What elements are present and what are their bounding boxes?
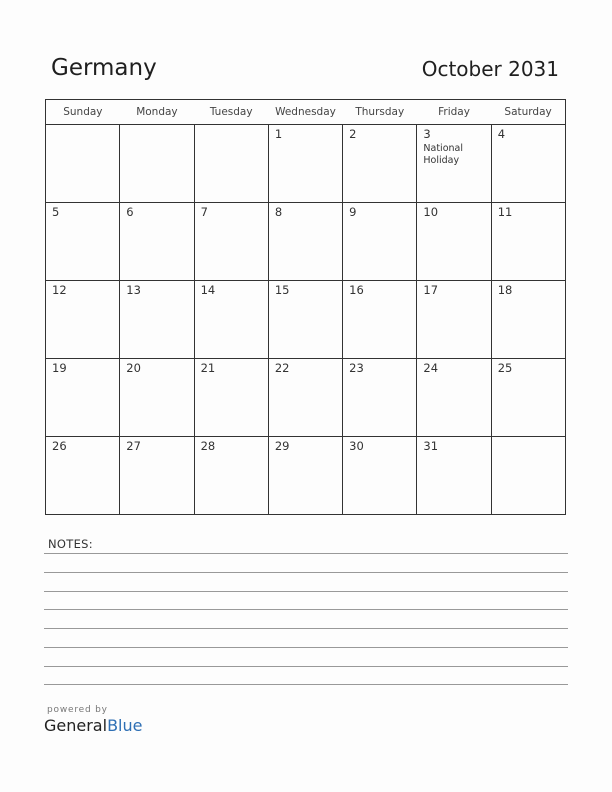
day-number: 21 xyxy=(200,361,216,375)
day-cell[interactable] xyxy=(120,359,194,437)
day-number: 25 xyxy=(497,361,513,375)
day-number: 8 xyxy=(274,205,283,219)
day-cell[interactable] xyxy=(268,359,342,437)
day-number: 19 xyxy=(52,361,67,375)
day-number: 13 xyxy=(126,283,141,297)
day-number: 18 xyxy=(497,283,513,297)
day-number xyxy=(492,437,565,439)
week-row xyxy=(46,281,566,359)
day-number: 20 xyxy=(126,361,141,375)
weekday-thursday: Thursday xyxy=(343,100,417,125)
day-cell[interactable] xyxy=(268,125,342,203)
calendar-grid xyxy=(45,99,566,515)
day-number: 14 xyxy=(200,283,216,297)
generalblue-logo xyxy=(44,716,142,735)
day-number xyxy=(120,125,193,127)
day-number: 26 xyxy=(52,439,67,453)
day-number: 22 xyxy=(274,361,290,375)
day-number: 1 xyxy=(274,127,283,141)
day-cell[interactable] xyxy=(120,203,194,281)
notes-line xyxy=(44,572,568,573)
day-cell[interactable] xyxy=(120,281,194,359)
notes-line xyxy=(44,684,568,685)
day-number: 7 xyxy=(200,205,208,219)
day-cell[interactable] xyxy=(46,359,120,437)
weekday-friday: Friday xyxy=(417,100,491,125)
day-number: 30 xyxy=(349,439,364,453)
day-number: 29 xyxy=(274,439,290,453)
day-cell[interactable] xyxy=(268,203,342,281)
day-cell[interactable] xyxy=(343,203,417,281)
day-number xyxy=(46,125,119,127)
day-number: 9 xyxy=(349,205,357,219)
powered-by-text: powered by xyxy=(47,705,108,715)
weekday-header-row xyxy=(46,100,566,125)
day-cell[interactable] xyxy=(268,437,342,515)
weekday-monday: Monday xyxy=(120,100,194,125)
holiday-label: National Holiday xyxy=(423,143,463,166)
brand-blue: Blue xyxy=(107,716,143,735)
notes-label: NOTES: xyxy=(48,537,93,551)
day-number: 27 xyxy=(126,439,141,453)
week-row xyxy=(46,437,566,515)
week-row xyxy=(46,359,566,437)
day-cell[interactable] xyxy=(491,359,565,437)
day-cell[interactable] xyxy=(46,125,120,203)
notes-line xyxy=(44,609,568,610)
day-number: 31 xyxy=(423,439,439,453)
week-row xyxy=(46,125,566,203)
day-cell[interactable] xyxy=(343,437,417,515)
day-number: 5 xyxy=(52,205,60,219)
day-number: 15 xyxy=(274,283,290,297)
month-title: October 2031 xyxy=(421,57,559,81)
day-cell[interactable] xyxy=(194,203,268,281)
notes-line xyxy=(44,666,568,667)
day-cell[interactable] xyxy=(491,203,565,281)
day-cell[interactable] xyxy=(194,437,268,515)
day-number: 23 xyxy=(349,361,364,375)
day-cell[interactable] xyxy=(417,203,491,281)
day-number: 11 xyxy=(497,205,513,219)
day-cell[interactable] xyxy=(46,203,120,281)
notes-line xyxy=(44,591,568,592)
notes-line xyxy=(44,647,568,648)
country-title: Germany xyxy=(51,55,157,81)
day-cell[interactable] xyxy=(194,359,268,437)
day-number: 6 xyxy=(126,205,134,219)
day-cell[interactable] xyxy=(417,359,491,437)
day-number: 16 xyxy=(349,283,364,297)
day-cell[interactable] xyxy=(491,437,565,515)
weekday-tuesday: Tuesday xyxy=(194,100,268,125)
notes-line xyxy=(44,553,568,554)
day-cell[interactable] xyxy=(194,281,268,359)
day-cell[interactable] xyxy=(343,125,417,203)
day-number: 4 xyxy=(497,127,506,141)
day-cell[interactable] xyxy=(268,281,342,359)
brand-general: General xyxy=(44,716,108,735)
day-number: 12 xyxy=(52,283,67,297)
day-cell[interactable] xyxy=(120,437,194,515)
day-cell[interactable] xyxy=(343,359,417,437)
day-cell[interactable] xyxy=(194,125,268,203)
notes-line xyxy=(44,628,568,629)
day-cell[interactable] xyxy=(120,125,194,203)
week-row xyxy=(46,203,566,281)
weekday-sunday: Sunday xyxy=(46,100,120,125)
day-number: 10 xyxy=(423,205,439,219)
day-number: 24 xyxy=(423,361,439,375)
day-number: 2 xyxy=(349,127,357,141)
day-cell[interactable] xyxy=(46,281,120,359)
day-cell[interactable] xyxy=(343,281,417,359)
day-number: 3 xyxy=(423,127,431,141)
day-number: 17 xyxy=(423,283,439,297)
day-number: 28 xyxy=(200,439,216,453)
weekday-wednesday: Wednesday xyxy=(268,100,342,125)
day-cell[interactable] xyxy=(417,125,491,203)
day-number xyxy=(195,125,268,127)
day-cell[interactable] xyxy=(46,437,120,515)
day-cell[interactable] xyxy=(491,125,565,203)
weekday-saturday: Saturday xyxy=(491,100,565,125)
day-cell[interactable] xyxy=(417,437,491,515)
day-cell[interactable] xyxy=(491,281,565,359)
day-cell[interactable] xyxy=(417,281,491,359)
